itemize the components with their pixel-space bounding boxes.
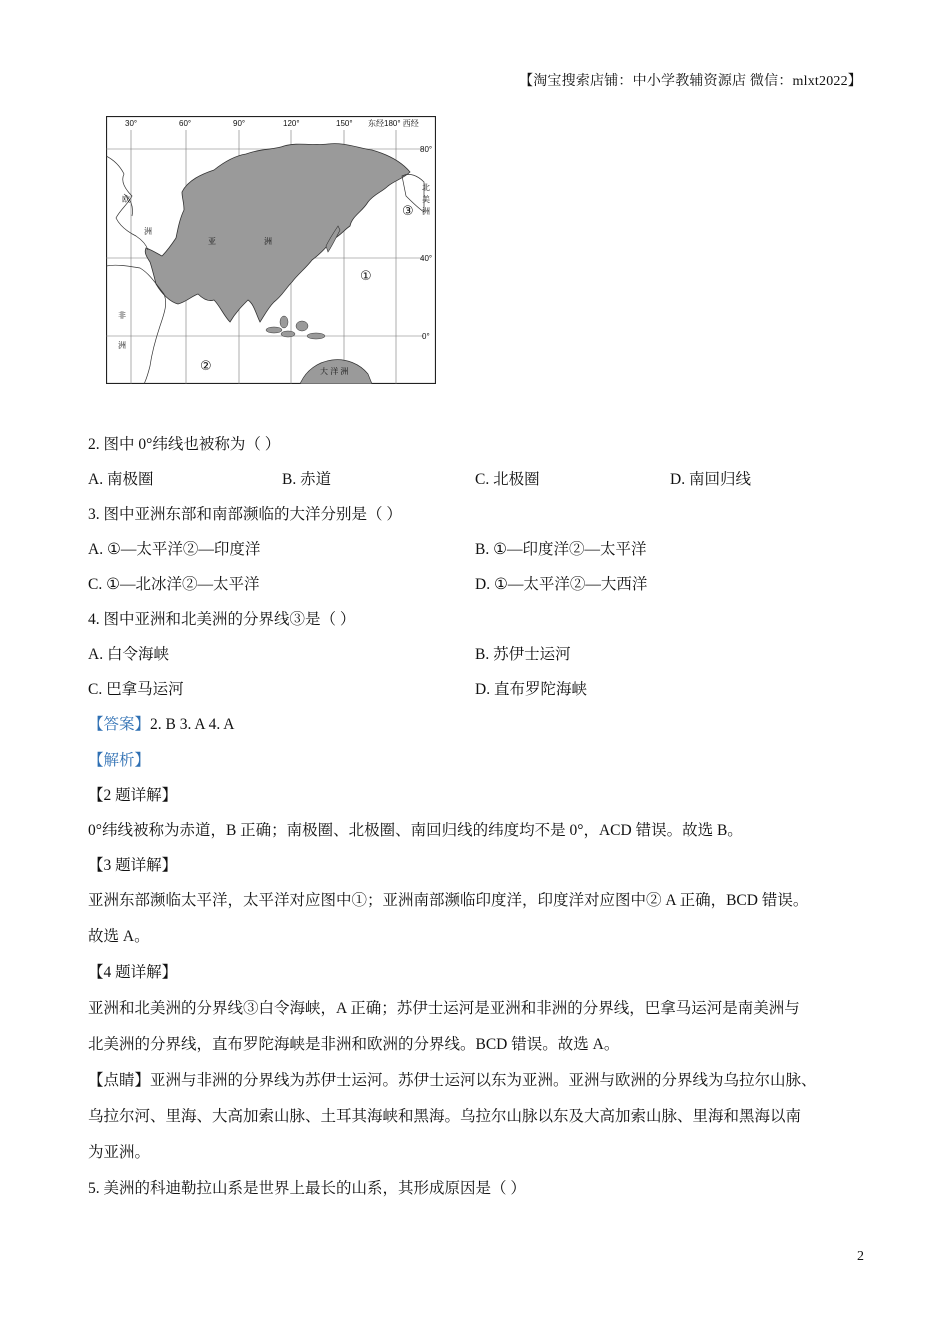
tip-text: 亚洲与非洲的分界线为苏伊士运河。苏伊士运河以东为亚洲。亚洲与欧洲的分界线为乌拉尔山脉、 — [150, 1072, 817, 1089]
lon-label: 30° — [125, 119, 138, 128]
q3-option-b: B. ①—印度洋②—太平洋 — [475, 541, 647, 558]
continent-label: 美 — [422, 195, 430, 204]
question-5-stem: 5. 美洲的科迪勒拉山系是世界上最长的山系，其形成原因是（ ） — [88, 1180, 526, 1197]
continent-label: 亚 — [208, 237, 216, 246]
question-3-stem: 3. 图中亚洲东部和南部濒临的大洋分别是（ ） — [88, 506, 402, 523]
q2-option-a: A. 南极圈 — [88, 471, 154, 488]
lon-label: 东经180° 西经 — [368, 119, 419, 128]
continent-label: 欧 — [122, 195, 130, 204]
detail-4-line: 亚洲和北美洲的分界线③白令海峡，A 正确；苏伊士运河是亚洲和非洲的分界线，巴拿马运河是南美洲与 — [88, 1000, 800, 1017]
q4-option-d: D. 直布罗陀海峡 — [475, 681, 587, 698]
question-4-stem: 4. 图中亚洲和北美洲的分界线③是（ ） — [88, 611, 356, 628]
marker-2: ② — [200, 359, 212, 374]
marker-3: ③ — [402, 204, 414, 219]
tip-line — [88, 1070, 817, 1092]
continent-label: 洲 — [118, 341, 126, 350]
asia-map — [106, 116, 436, 384]
lon-label: 60° — [179, 119, 192, 128]
q4-option-b: B. 苏伊士运河 — [475, 646, 571, 663]
tip-line: 为亚洲。 — [88, 1144, 151, 1161]
tip-line: 乌拉尔河、里海、大高加索山脉、土耳其海峡和黑海。乌拉尔山脉以东及大高加索山脉、里海和黑海以南 — [88, 1108, 802, 1125]
answer-label: 【答案】 — [88, 716, 151, 733]
q2-option-c: C. 北极圈 — [475, 471, 540, 488]
tip-label: 【点睛】 — [88, 1072, 151, 1089]
detail-2-title: 【2 题详解】 — [88, 787, 178, 804]
q2-option-b: B. 赤道 — [282, 471, 332, 488]
page-number: 2 — [857, 1249, 864, 1264]
continent-label: 北 — [422, 183, 430, 192]
lat-label: 40° — [420, 254, 433, 263]
answer-text: 2. B 3. A 4. A — [150, 716, 235, 733]
detail-3-line: 亚洲东部濒临太平洋，太平洋对应图中①；亚洲南部濒临印度洋，印度洋对应图中② A 正确，BCD 错误。 — [88, 892, 809, 909]
answer-line — [88, 714, 234, 736]
q3-option-d: D. ①—太平洋②—大西洋 — [475, 576, 648, 593]
continent-label: 洲 — [144, 227, 152, 236]
q4-option-a: A. 白令海峡 — [88, 646, 169, 663]
continent-label: 大 洋 洲 — [320, 367, 349, 376]
continent-label: 洲 — [422, 207, 430, 216]
detail-2-line: 0°纬线被称为赤道，B 正确；南极圈、北极圈、南回归线的纬度均不是 0°，ACD 错误。故选 B。 — [88, 822, 743, 839]
continent-label: 非 — [118, 311, 126, 320]
continent-label: 洲 — [264, 237, 272, 246]
detail-3-line: 故选 A。 — [88, 928, 150, 945]
lon-label: 150° — [336, 119, 353, 128]
lat-label: 0° — [422, 332, 430, 341]
analysis-label: 【解析】 — [88, 752, 151, 769]
q2-option-d: D. 南回归线 — [670, 471, 751, 488]
detail-3-title: 【3 题详解】 — [88, 857, 178, 874]
q4-option-c: C. 巴拿马运河 — [88, 681, 184, 698]
q3-option-a: A. ①—太平洋②—印度洋 — [88, 541, 261, 558]
q3-option-c: C. ①—北冰洋②—太平洋 — [88, 576, 260, 593]
detail-4-line: 北美洲的分界线，直布罗陀海峡是非洲和欧洲的分界线。BCD 错误。故选 A。 — [88, 1036, 620, 1053]
lon-label: 120° — [283, 119, 300, 128]
lon-label: 90° — [233, 119, 246, 128]
lat-label: 80° — [420, 145, 433, 154]
page-header: 【淘宝搜索店铺：中小学教辅资源店 微信：mlxt2022】 — [519, 74, 862, 89]
marker-1: ① — [360, 269, 372, 284]
question-2-stem: 2. 图中 0°纬线也被称为（ ） — [88, 436, 281, 453]
detail-4-title: 【4 题详解】 — [88, 964, 178, 981]
